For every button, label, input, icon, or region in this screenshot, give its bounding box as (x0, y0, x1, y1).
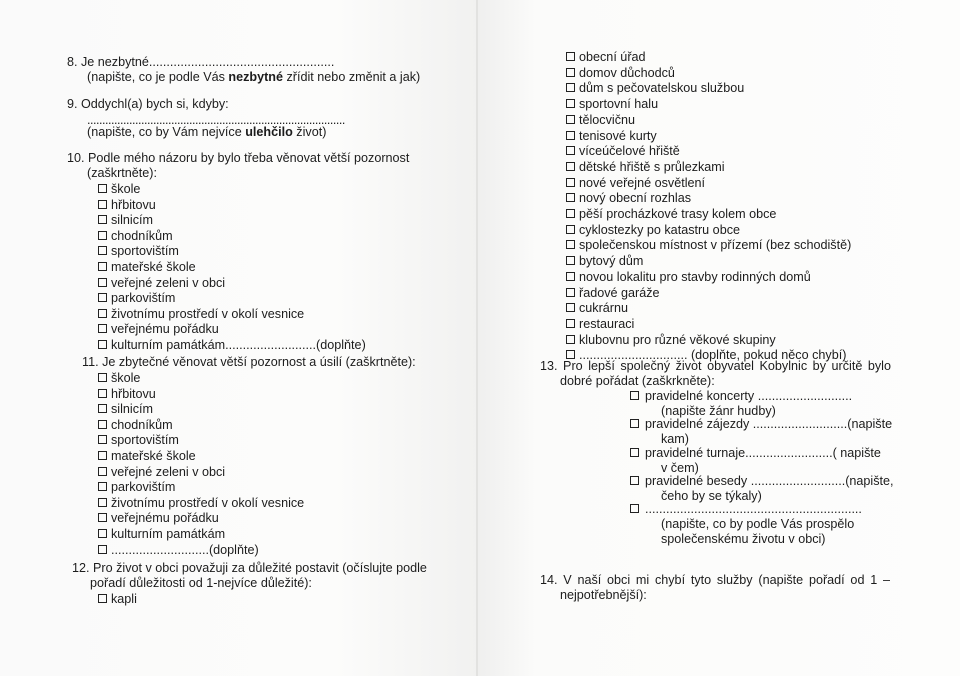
checkbox-icon[interactable] (566, 162, 575, 171)
checkbox-option[interactable] (566, 223, 740, 238)
option-label: bytový dům (579, 254, 644, 269)
checkbox-option[interactable] (98, 511, 219, 526)
checkbox-option[interactable] (98, 402, 153, 417)
checkbox-icon[interactable] (630, 448, 639, 457)
option-label: veřejnému pořádku (111, 511, 219, 526)
q13-event-note: kam) (661, 432, 689, 446)
checkbox-option[interactable] (98, 213, 153, 228)
q9-answer-dots: ...................................................................................... (87, 113, 345, 127)
checkbox-option[interactable] (566, 333, 776, 348)
checkbox-icon[interactable] (98, 200, 107, 209)
option-label: veřejnému pořádku (111, 322, 219, 337)
option-label: cyklostezky po katastru obce (579, 222, 740, 237)
checkbox-option[interactable] (566, 207, 776, 222)
q13-event-option[interactable] (630, 474, 894, 489)
q10-title: 10. Podle mého názoru by bylo třeba věnovat větší pozornost (67, 151, 410, 165)
checkbox-icon[interactable] (566, 68, 575, 77)
q8-instruction: (napište, co je podle Vás nezbytné zřídit nebo změnit a jak) (87, 70, 421, 84)
checkbox-icon[interactable] (566, 335, 575, 344)
left-page (0, 0, 478, 676)
checkbox-icon[interactable] (566, 131, 575, 140)
option-label: hřbitovu (111, 197, 156, 212)
checkbox-icon[interactable] (98, 451, 107, 460)
checkbox-option[interactable] (566, 129, 657, 144)
q12-title: 12. Pro život v obci považuji za důležité postavit (očíslujte podle (72, 561, 427, 575)
checkbox-icon[interactable] (98, 404, 107, 413)
checkbox-option[interactable] (98, 260, 196, 275)
option-label: parkovištím (111, 480, 176, 495)
checkbox-option[interactable] (98, 433, 179, 448)
checkbox-icon[interactable] (98, 482, 107, 491)
q13-event-note: čeho by se týkaly) (661, 489, 762, 503)
option-label: chodníkům (111, 228, 173, 243)
q12-subtitle: pořadí důležitosti od 1-nejvíce důležité): (90, 576, 312, 590)
q14-subtitle: nejpotřebnější): (560, 588, 647, 602)
option-label: pěší procházkové trasy kolem obce (579, 207, 777, 221)
checkbox-icon[interactable] (566, 146, 575, 155)
checkbox-icon[interactable] (98, 231, 107, 240)
q13-event-label: pravidelné zájezdy ...........................(napište (645, 417, 893, 431)
checkbox-icon[interactable] (98, 373, 107, 382)
q13-event-option[interactable] (630, 502, 862, 517)
checkbox-option[interactable] (566, 113, 635, 128)
option-label: domov důchodců (579, 65, 675, 80)
checkbox-option[interactable] (566, 144, 680, 159)
option-label: restauraci (579, 316, 635, 331)
q13-title: 13. Pro lepší společný život obyvatel Kobylnic by určitě bylo (540, 359, 891, 373)
checkbox-icon[interactable] (98, 467, 107, 476)
checkbox-icon[interactable] (98, 309, 107, 318)
checkbox-option[interactable] (566, 66, 675, 81)
checkbox-option[interactable] (566, 176, 705, 191)
q10-subtitle: (zaškrtněte): (87, 166, 157, 180)
option-label: škole (111, 371, 141, 385)
checkbox-icon[interactable] (566, 288, 575, 297)
option-label: sportovištím (111, 244, 179, 259)
option-label: kulturním památkám..........................(doplňte) (111, 338, 366, 352)
option-label: veřejné zeleni v obci (111, 464, 226, 479)
option-label: silnicím (111, 213, 153, 228)
option-label: ............................(doplňte) (111, 542, 259, 557)
checkbox-option[interactable] (98, 465, 225, 480)
right-page (478, 0, 960, 676)
checkbox-icon[interactable] (566, 99, 575, 108)
checkbox-option[interactable] (98, 198, 156, 213)
option-label: víceúčelové hřiště (579, 144, 680, 159)
option-label: tenisové kurty (579, 128, 657, 143)
option-label: kulturním památkám (111, 527, 226, 541)
checkbox-option[interactable] (98, 182, 140, 197)
q9-instruction: (napište, co by Vám nejvíce ulehčilo život) (87, 125, 327, 139)
option-label: klubovnu pro různé věkové skupiny (579, 332, 776, 347)
checkbox-icon[interactable] (98, 529, 107, 538)
checkbox-icon[interactable] (98, 420, 107, 429)
checkbox-icon[interactable] (98, 293, 107, 302)
option-label: obecní úřad (579, 50, 646, 64)
checkbox-option[interactable] (98, 449, 196, 464)
checkbox-icon[interactable] (98, 324, 107, 333)
checkbox-icon[interactable] (566, 240, 575, 249)
checkbox-option[interactable] (98, 371, 140, 386)
option-label: sportovištím (111, 433, 179, 448)
checkbox-icon[interactable] (566, 209, 575, 218)
option-label: nový obecní rozhlas (579, 191, 692, 206)
checkbox-option[interactable] (98, 322, 219, 337)
q13-event-note: společenskému životu v obci) (661, 532, 826, 546)
checkbox-icon[interactable] (98, 389, 107, 398)
checkbox-icon[interactable] (98, 278, 107, 287)
q13-event-option[interactable] (630, 389, 852, 404)
q13-event-note: (napište žánr hudby) (661, 404, 776, 418)
checkbox-option[interactable] (566, 286, 660, 301)
checkbox-option[interactable] (566, 270, 811, 285)
checkbox-option[interactable] (566, 50, 646, 65)
option-label: kapli (111, 592, 137, 606)
checkbox-option[interactable] (98, 338, 366, 353)
checkbox-option[interactable] (566, 301, 628, 316)
checkbox-option[interactable] (566, 97, 658, 112)
option-label: společenskou místnost v přízemí (bez schodiště) (579, 238, 852, 253)
checkbox-icon[interactable] (98, 262, 107, 271)
checkbox-option[interactable] (566, 317, 634, 332)
checkbox-icon[interactable] (566, 178, 575, 187)
checkbox-option[interactable] (98, 229, 173, 244)
option-label: dětské hřiště s průlezkami (579, 159, 725, 174)
q14-title: 14. V naší obci mi chybí tyto služby (napište pořadí od 1 – (540, 573, 890, 587)
option-label: tělocvičnu (579, 112, 636, 127)
checkbox-icon[interactable] (566, 225, 575, 234)
checkbox-option[interactable] (98, 543, 259, 558)
checkbox-icon[interactable] (98, 215, 107, 224)
q13-event-note: (napište, co by podle Vás prospělo (661, 517, 855, 531)
option-label: životnímu prostředí v okolí vesnice (111, 495, 305, 510)
checkbox-icon[interactable] (566, 272, 575, 281)
checkbox-option[interactable] (98, 244, 179, 259)
checkbox-icon[interactable] (566, 350, 575, 359)
option-label: novou lokalitu pro stavby rodinných domů (579, 269, 811, 284)
checkbox-icon[interactable] (98, 594, 107, 603)
option-label: ............................... (doplňte, pokud něco chybí) (579, 348, 847, 363)
checkbox-option[interactable] (566, 191, 691, 206)
option-label: parkovištím (111, 291, 176, 306)
checkbox-option[interactable] (566, 254, 643, 269)
q13-event-option[interactable] (630, 417, 892, 432)
option-label: životnímu prostředí v okolí vesnice (111, 306, 305, 321)
checkbox-icon[interactable] (98, 435, 107, 444)
checkbox-option[interactable] (98, 291, 175, 306)
q13-event-label: .............................................................. (645, 502, 862, 516)
checkbox-option[interactable] (98, 307, 304, 322)
checkbox-option[interactable] (98, 527, 225, 542)
option-label: mateřské škole (111, 449, 196, 463)
checkbox-option[interactable] (98, 387, 156, 402)
q13-event-note: v čem) (661, 461, 699, 475)
checkbox-icon[interactable] (630, 476, 639, 485)
checkbox-option[interactable] (98, 418, 173, 433)
q11-title: 11. Je zbytečné věnovat větší pozornost a úsilí (zaškrtněte): (82, 355, 416, 369)
checkbox-icon[interactable] (98, 246, 107, 255)
checkbox-icon[interactable] (98, 513, 107, 522)
q13-subtitle: dobré pořádat (zaškrkněte): (560, 374, 715, 388)
q8-title: 8. Je nezbytné..................................................... (67, 55, 335, 69)
checkbox-icon[interactable] (630, 504, 639, 513)
option-label: silnicím (111, 402, 153, 417)
q9-title: 9. Oddychl(a) bych si, kdyby: (67, 97, 229, 111)
checkbox-icon[interactable] (98, 340, 107, 349)
option-label: dům s pečovatelskou službou (579, 81, 745, 96)
checkbox-icon[interactable] (630, 419, 639, 428)
option-label: hřbitovu (111, 386, 156, 401)
checkbox-icon[interactable] (566, 83, 575, 92)
q13-event-label: pravidelné koncerty ........................... (645, 389, 853, 403)
checkbox-option[interactable] (566, 238, 851, 253)
checkbox-icon[interactable] (630, 391, 639, 400)
option-label: nové veřejné osvětlení (579, 175, 706, 190)
option-label: veřejné zeleni v obci (111, 275, 226, 290)
checkbox-option[interactable] (566, 81, 744, 96)
checkbox-option[interactable] (98, 480, 175, 495)
q13-event-label: pravidelné besedy ...........................(napište, (645, 474, 894, 488)
checkbox-icon[interactable] (98, 498, 107, 507)
option-label: sportovní halu (579, 97, 659, 112)
q13-event-label: pravidelné turnaje.........................( napište (645, 446, 881, 460)
checkbox-icon[interactable] (566, 256, 575, 265)
option-label: škole (111, 182, 141, 196)
checkbox-icon[interactable] (98, 184, 107, 193)
option-label: cukrárnu (579, 301, 628, 316)
checkbox-option[interactable] (98, 496, 304, 511)
checkbox-option[interactable] (98, 592, 137, 607)
checkbox-icon[interactable] (566, 319, 575, 328)
checkbox-icon[interactable] (566, 115, 575, 124)
checkbox-icon[interactable] (566, 303, 575, 312)
option-label: mateřské škole (111, 260, 196, 274)
checkbox-icon[interactable] (98, 545, 107, 554)
checkbox-option[interactable] (98, 276, 225, 291)
checkbox-icon[interactable] (566, 193, 575, 202)
option-label: chodníkům (111, 417, 173, 432)
checkbox-icon[interactable] (566, 52, 575, 61)
option-label: řadové garáže (579, 285, 660, 300)
q13-event-option[interactable] (630, 446, 881, 461)
checkbox-option[interactable] (566, 160, 725, 175)
